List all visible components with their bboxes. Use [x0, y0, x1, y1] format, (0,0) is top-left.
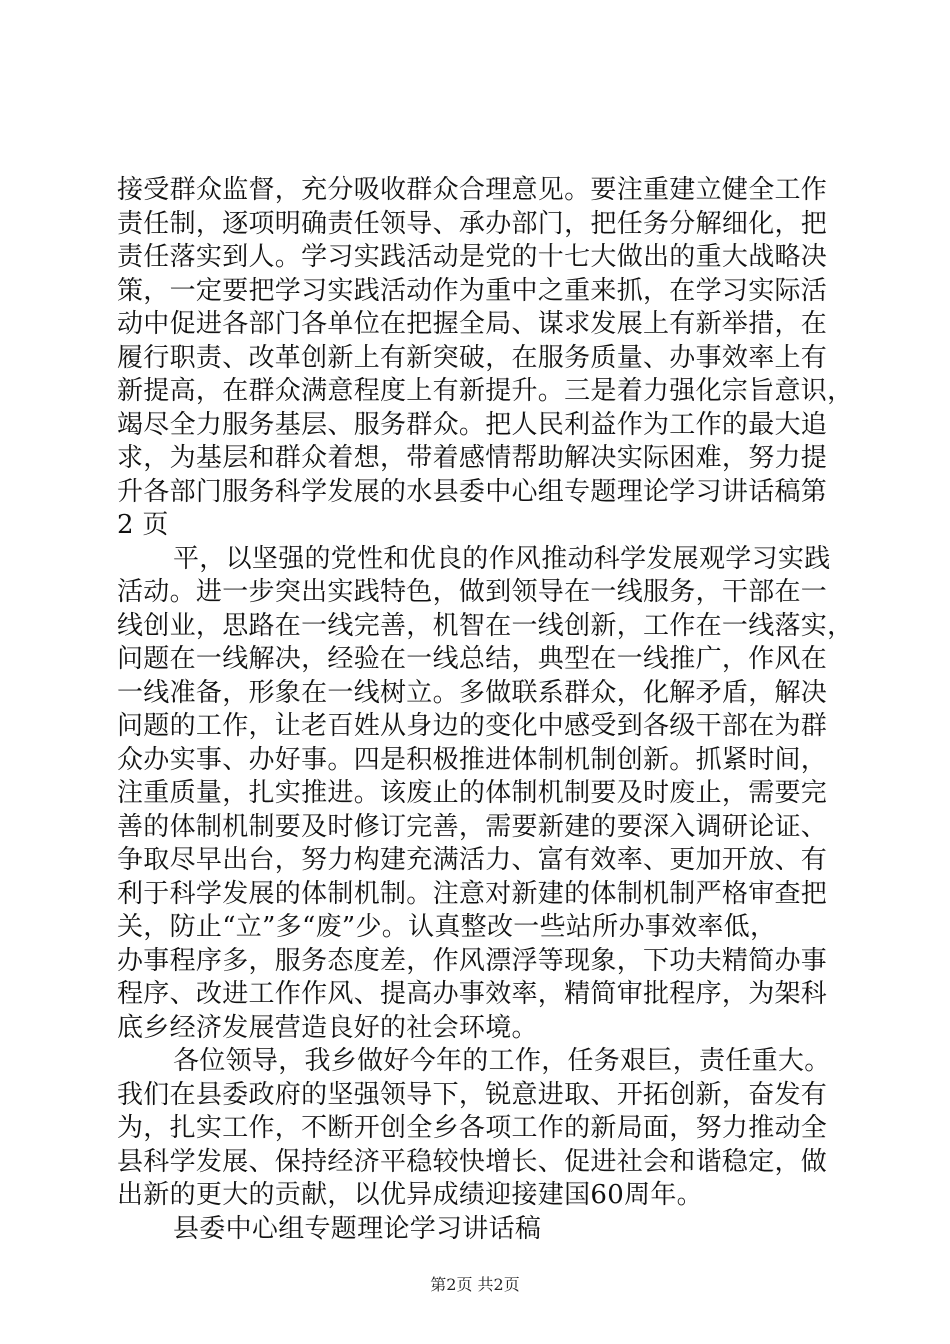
- text-line: 县科学发展、保持经济平稳较快增长、促进社会和谐稳定，做: [117, 1146, 828, 1177]
- text-line: 争取尽早出台，努力构建充满活力、富有效率、更加开放、有: [117, 845, 828, 875]
- text-line: 责任落实到人。学习实践活动是党的十七大做出的重大战略决: [117, 242, 828, 272]
- text-line: 升各部门服务科学发展的水县委中心组专题理论学习讲话稿第: [117, 476, 828, 507]
- text-line: 履行职责、改革创新上有新突破，在服务质量、办事效率上有: [117, 342, 828, 373]
- page-number-footer: 第2页 共2页: [430, 1275, 520, 1294]
- text-line: 一线准备，形象在一线树立。多做联系群众，化解矛盾，解决: [117, 677, 828, 708]
- paragraph-start-line: 平，以坚强的党性和优良的作风推动科学发展观学习实践: [173, 543, 831, 574]
- text-line: 接受群众监督，充分吸收群众合理意见。要注重建立健全工作: [117, 175, 828, 205]
- text-line: 活动。进一步突出实践特色，做到领导在一线服务，干部在一: [117, 577, 828, 607]
- text-line: 求，为基层和群众着想，带着感情帮助解决实际困难，努力提: [117, 443, 828, 473]
- text-line: 新提高，在群众满意程度上有新提升。三是着力强化宗旨意识，: [117, 376, 854, 406]
- text-line: 责任制，逐项明确责任领导、承办部门，把任务分解细化，把: [117, 208, 828, 239]
- text-line: 策，一定要把学习实践活动作为重中之重来抓，在学习实际活: [117, 275, 828, 306]
- text-line: 众办实事、办好事。四是积极推进体制机制创新。抓紧时间，: [117, 744, 828, 775]
- text-line: 底乡经济发展营造良好的社会环境。: [117, 1012, 538, 1043]
- text-line: 2 页: [117, 510, 169, 540]
- text-line: 办事程序多，服务态度差，作风漂浮等现象，下功夫精简办事: [117, 945, 828, 976]
- text-line: 动中促进各部门各单位在把握全局、谋求发展上有新举措，在: [117, 309, 828, 339]
- text-line: 问题的工作，让老百姓从身边的变化中感受到各级干部在为群: [117, 711, 828, 741]
- text-line: 竭尽全力服务基层、服务群众。把人民利益作为工作的最大追: [117, 409, 828, 440]
- text-line: 为，扎实工作，不断开创全乡各项工作的新局面，努力推动全: [117, 1113, 828, 1143]
- text-line: 出新的更大的贡献，以优异成绩迎接建国60周年。: [117, 1180, 703, 1210]
- text-line: 利于科学发展的体制机制。注意对新建的体制机制严格审查把: [117, 878, 828, 909]
- text-line: 问题在一线解决，经验在一线总结，典型在一线推广，作风在: [117, 644, 828, 674]
- document-body: [117, 174, 854, 1246]
- text-line: 程序、改进工作作风、提高办事效率，精简审批程序，为架科: [117, 979, 828, 1009]
- text-line: 注重质量，扎实推进。该废止的体制机制要及时废止，需要完: [117, 778, 828, 808]
- text-line: 善的体制机制要及时修订完善，需要新建的要深入调研论证、: [117, 811, 828, 842]
- closing-title-line: 县委中心组专题理论学习讲话稿: [173, 1213, 542, 1244]
- paragraph-start-line: 各位领导，我乡做好今年的工作，任务艰巨，责任重大。: [173, 1046, 831, 1076]
- text-line: 关，防止“立”多“废”少。认真整改一些站所办事效率低，: [117, 912, 777, 942]
- text-line: 我们在县委政府的坚强领导下，锐意进取、开拓创新，奋发有: [117, 1079, 828, 1110]
- text-line: 线创业，思路在一线完善，机智在一线创新，工作在一线落实，: [117, 610, 854, 641]
